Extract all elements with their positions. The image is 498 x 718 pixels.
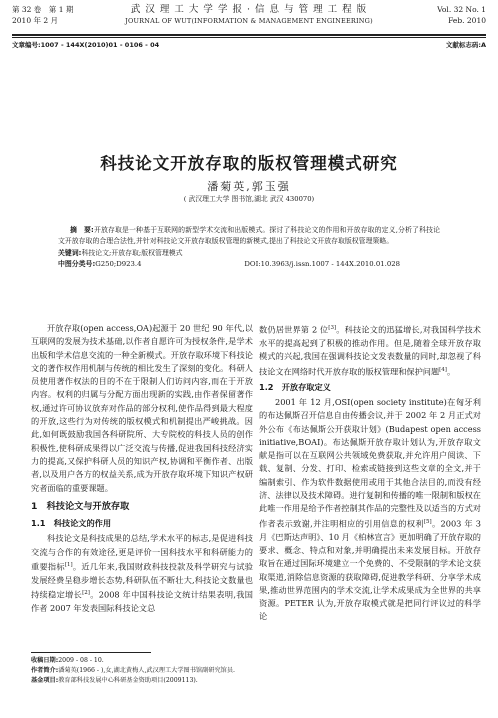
section-1-2-paragraph: 2001 年 12 月,OSI(open society institute)在匈牙利的布达佩斯召开信息自由传播会议,并于 2002 年 2 月正式对外公布《布达佩斯公开获取计划》(Budapest open access initiative,BOAI)。布达佩斯开放存取计划认为,开放存取文献是指可以在互联网公共领域免费获取,并允许用户阅读、下载、复制、分发、打印、检索或链接到这些文章的全文,并于编制索引、作为软件数据使用或用于其他合法目的,而没有经济、法律以及技术障碍。进行复制和传播的唯一限制和版权在此唯一作用是给予作者控制其作品的完整性及以适当的方式对作者表示致谢,并注明相应的引用信息的权利[5]。2003 年 3 月《巴斯达声明》、10 月《柏林宣言》更加明确了开放存取的要求、概念、特点和对象,并明确提出未来发展目标。开放存取旨在通过国际环境建立一个免费的、不受限制的学术论文获取渠道,消除信息资源的获取障碍,促进教学科研、分享学术成果,推动世界范围内的学术交流,让学术成果成为全世界的共享资源。PETER 认为,开放存取模式就是把同行评议过的科学论	[259, 396, 481, 622]
abstract-block	[58, 225, 440, 271]
journal-title-en: JOURNAL OF WUT(INFORMATION & MANAGEMENT ENGINEERING)	[125, 17, 373, 25]
header-center	[12, 4, 486, 26]
article-meta	[12, 40, 486, 52]
class-code: G250;D923.4	[95, 260, 142, 269]
class-label: 中图分类号:	[58, 260, 96, 269]
document-code: 文献标志码:A	[445, 41, 486, 49]
volume-cn: 第 32 卷 第 1 期	[12, 5, 74, 14]
classification-line	[58, 259, 440, 270]
abstract	[58, 225, 440, 248]
header-right	[437, 4, 486, 26]
keywords	[58, 248, 440, 259]
running-header	[12, 4, 486, 34]
journal-title-cn: 武 汉 理 工 大 学 学 报 · 信 息 与 管 理 工 程 版	[130, 4, 368, 15]
date-cn: 2010 年 2 月	[12, 16, 59, 25]
keywords-label: 关键词:	[58, 248, 82, 257]
date-en: Feb. 2010	[448, 16, 486, 25]
footnote-rule	[31, 652, 151, 653]
abstract-text: 开放存取是一种基于互联网的新型学术交流和出版模式。探讨了科技论文的作用和开放存取的定义,分析了科技论文开放存取的合理合法性,并针对科技论文开放存取版权管理的新模式,提出了科技论文开放存取版权管理策略。	[58, 226, 440, 246]
doi: DOI:10.3963/j.issn.1007 - 144X.2010.01.028	[244, 260, 400, 269]
header-rule-thin	[12, 37, 486, 38]
author-bio: 作者简介:潘菊英(1966 - ),女,湖北黄梅人,武汉理工大学图书馆副研究馆员.	[31, 667, 236, 675]
citation: [2]	[82, 590, 90, 597]
citation: [4]	[439, 366, 447, 373]
paper-title: 科技论文开放存取的版权管理模式研究	[100, 154, 398, 173]
citation: [5]	[423, 518, 432, 525]
abstract-label: 摘 要:	[70, 226, 94, 234]
footnotes	[31, 656, 478, 687]
article-number: 文章编号:1007 - 144X(2010)01 - 0106 - 04	[12, 41, 160, 49]
left-column	[31, 322, 253, 616]
citation: [1]	[64, 562, 73, 569]
affiliation: ( 武汉理工大学 图书馆,湖北 武汉 430070)	[183, 195, 315, 203]
subsection-heading-1-1: 1.1 科技论文的作用	[31, 518, 112, 529]
funding: 基金项目:教育部科技发展中心科研基金资助项目(2009113).	[31, 677, 198, 685]
citation: [3]	[328, 325, 337, 331]
authors: 潘菊英,郭玉强	[207, 180, 291, 193]
subsection-heading-1-2: 1.2 开放存取定义	[259, 381, 331, 392]
keywords-text: 科技论文;开放存取;版权管理模式	[81, 248, 183, 257]
section-heading-1: 1 科技论文与开放存取	[31, 500, 130, 512]
section-1-1-paragraph: 科技论文是科技成果的总结,学术水平的标志,是促进科技交流与合作的有效途径,更是评价一国科技水平和科研能力的重要指标[1]。近几年来,我国财政科技投款及科学研究与试验发展经费呈稳步增长态势,科研队伍不断壮大,科技论文数量也持续稳定增长[2]。2008 年中国科技论文统计结果表明,我国作者 2007 年发表国际科技论文总	[31, 533, 253, 614]
header-rule-thick	[12, 34, 486, 36]
right-column	[259, 322, 481, 624]
received-date: 收稿日期:2009 - 08 - 10.	[31, 657, 104, 664]
continued-paragraph: 数仍居世界第 2 位[3]。科技论文的迅猛增长,对我国科学技术水平的提高起到了积极的推动作用。但是,随着全球开放存取模式的兴起,我国在强调科技论文发表数量的同时,却忽视了科技论文在网络时代开放存取的版权管理和保护问题[4]。	[259, 324, 481, 377]
intro-paragraph: 开放存取(open access,OA)起源于 20 世纪 90 年代,以互联网的发展为技术基础,以作者自愿许可为授权条件,是学术出版和学术信息交流的一种全新模式。开放存取环境下科技论文的著作权作用机制与传统的相比发生了深刻的变化。科研人员使用著作权法的目的不在于限制人们访问内容,而在于开放内容。权利的归属与分配方面出现新的实践,由作者保留著作权,通过许可协议放弃对作品的部分权利,使作品得到最大程度的开放,这些行为对传统的版权模式和机制提出严峻挑战。因此,如何既鼓励我国各科研院所、大专院校的科技人员的创作积极性,使科研成果得以广泛交流与传播,促进我国科技经济实力的提高,又保护科研人员的知识产权,协调和平衡作者、出版者,以及用户各方的权益关系,成为开放存取环境下知识产权研究者面临的重要课题。	[31, 323, 253, 493]
volume-en: Vol. 32 No. 1	[437, 5, 486, 14]
